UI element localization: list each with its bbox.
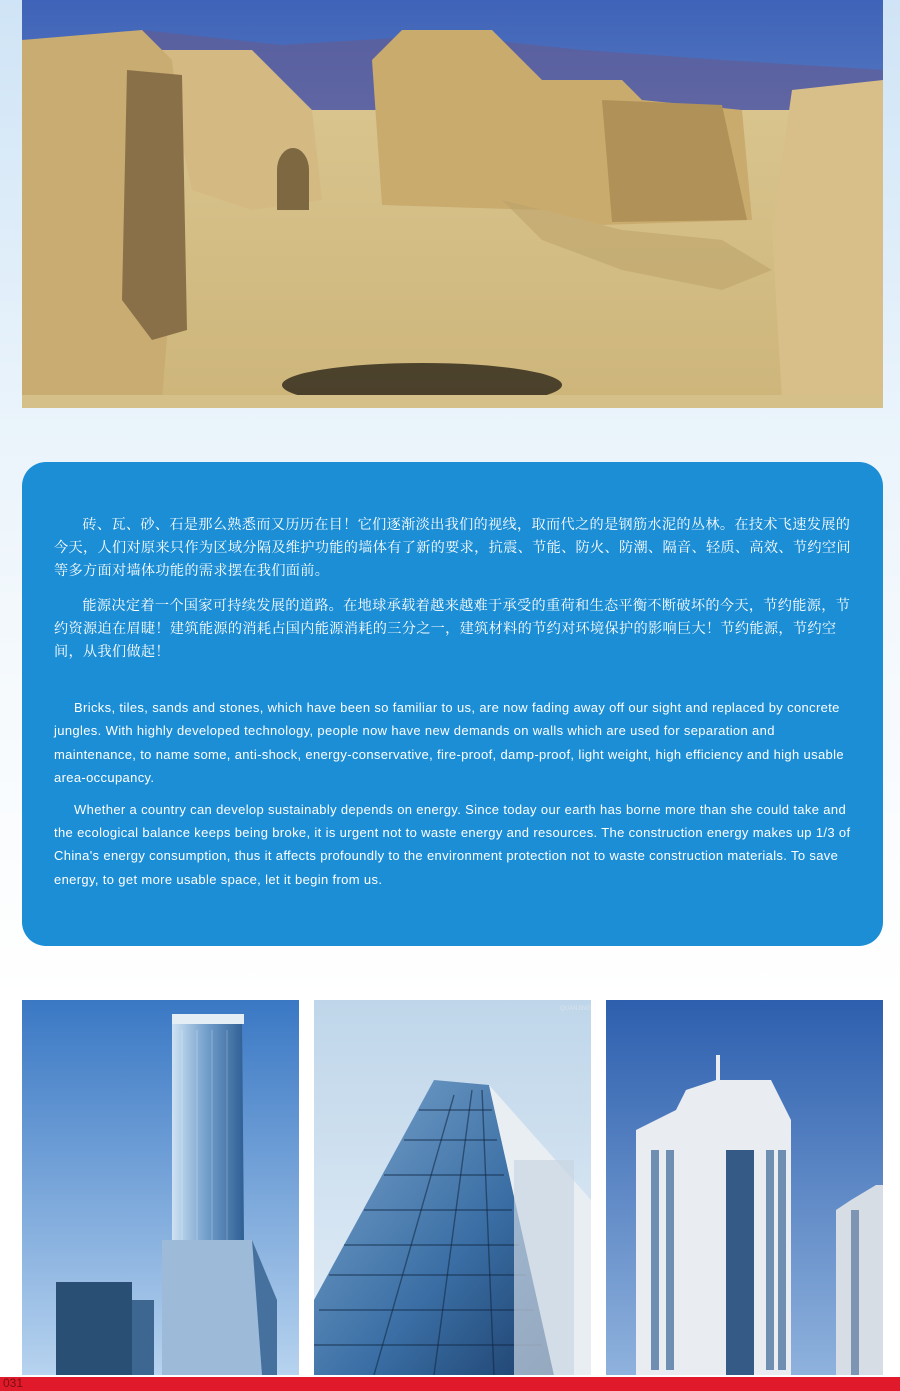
- intro-en-block: [54, 696, 855, 891]
- stock-watermark: QUANJING: [560, 1006, 592, 1012]
- footer-bar: [0, 1377, 900, 1391]
- tower-photo-right: [606, 1000, 883, 1375]
- ruins-photo: [22, 0, 883, 408]
- intro-en-paragraph-2: Whether a country can develop sustainably depends on energy. Since today our earth has borne more than she could take and the ecological balance keeps being broke, it is urgent not to waste energy and resources. The construction energy makes up 1/3 of China's energy consumption, thus it affects profoundly to the environment protection not to waste construction materials. To save energy, to get more usable space, let it begin from us.: [54, 801, 851, 887]
- page-number: 031: [3, 1376, 24, 1390]
- intro-en-paragraph-1: Bricks, tiles, sands and stones, which have been so familiar to us, are now fading away off our sight and replaced by concrete jungles. With highly developed technology, people now have new demands on walls which are used for separation and maintenance, to name some, anti-shock, energy-conservative, fire-proof, damp-proof, light weight, high efficiency and high usable area-occupancy.: [54, 700, 844, 786]
- tower-photo-center: [314, 1000, 591, 1375]
- intro-zh-paragraph-1: 砖、瓦、砂、石是那么熟悉而又历历在目！它们逐渐淡出我们的视线，取而代之的是钢筋水泥的丛林。在技术飞速发展的今天，人们对原来只作为区域分隔及维护功能的墙体有了新的要求，抗震、节能、防火、防潮、隔音、轻质、高效、节约空间等多方面对墙体功能的需求摆在我们面前。: [54, 517, 851, 579]
- intro-zh-paragraph-2: 能源决定着一个国家可持续发展的道路。在地球承载着越来越难于承受的重荷和生态平衡不断破坏的今天，节约能源，节约资源迫在眉睫！建筑能源的消耗占国内能源消耗的三分之一，建筑材料的节约对环境保护的影响巨大！节约能源，节约空间，从我们做起！: [54, 598, 851, 660]
- intro-text-panel: [22, 462, 883, 946]
- tower-photo-left: [22, 1000, 299, 1375]
